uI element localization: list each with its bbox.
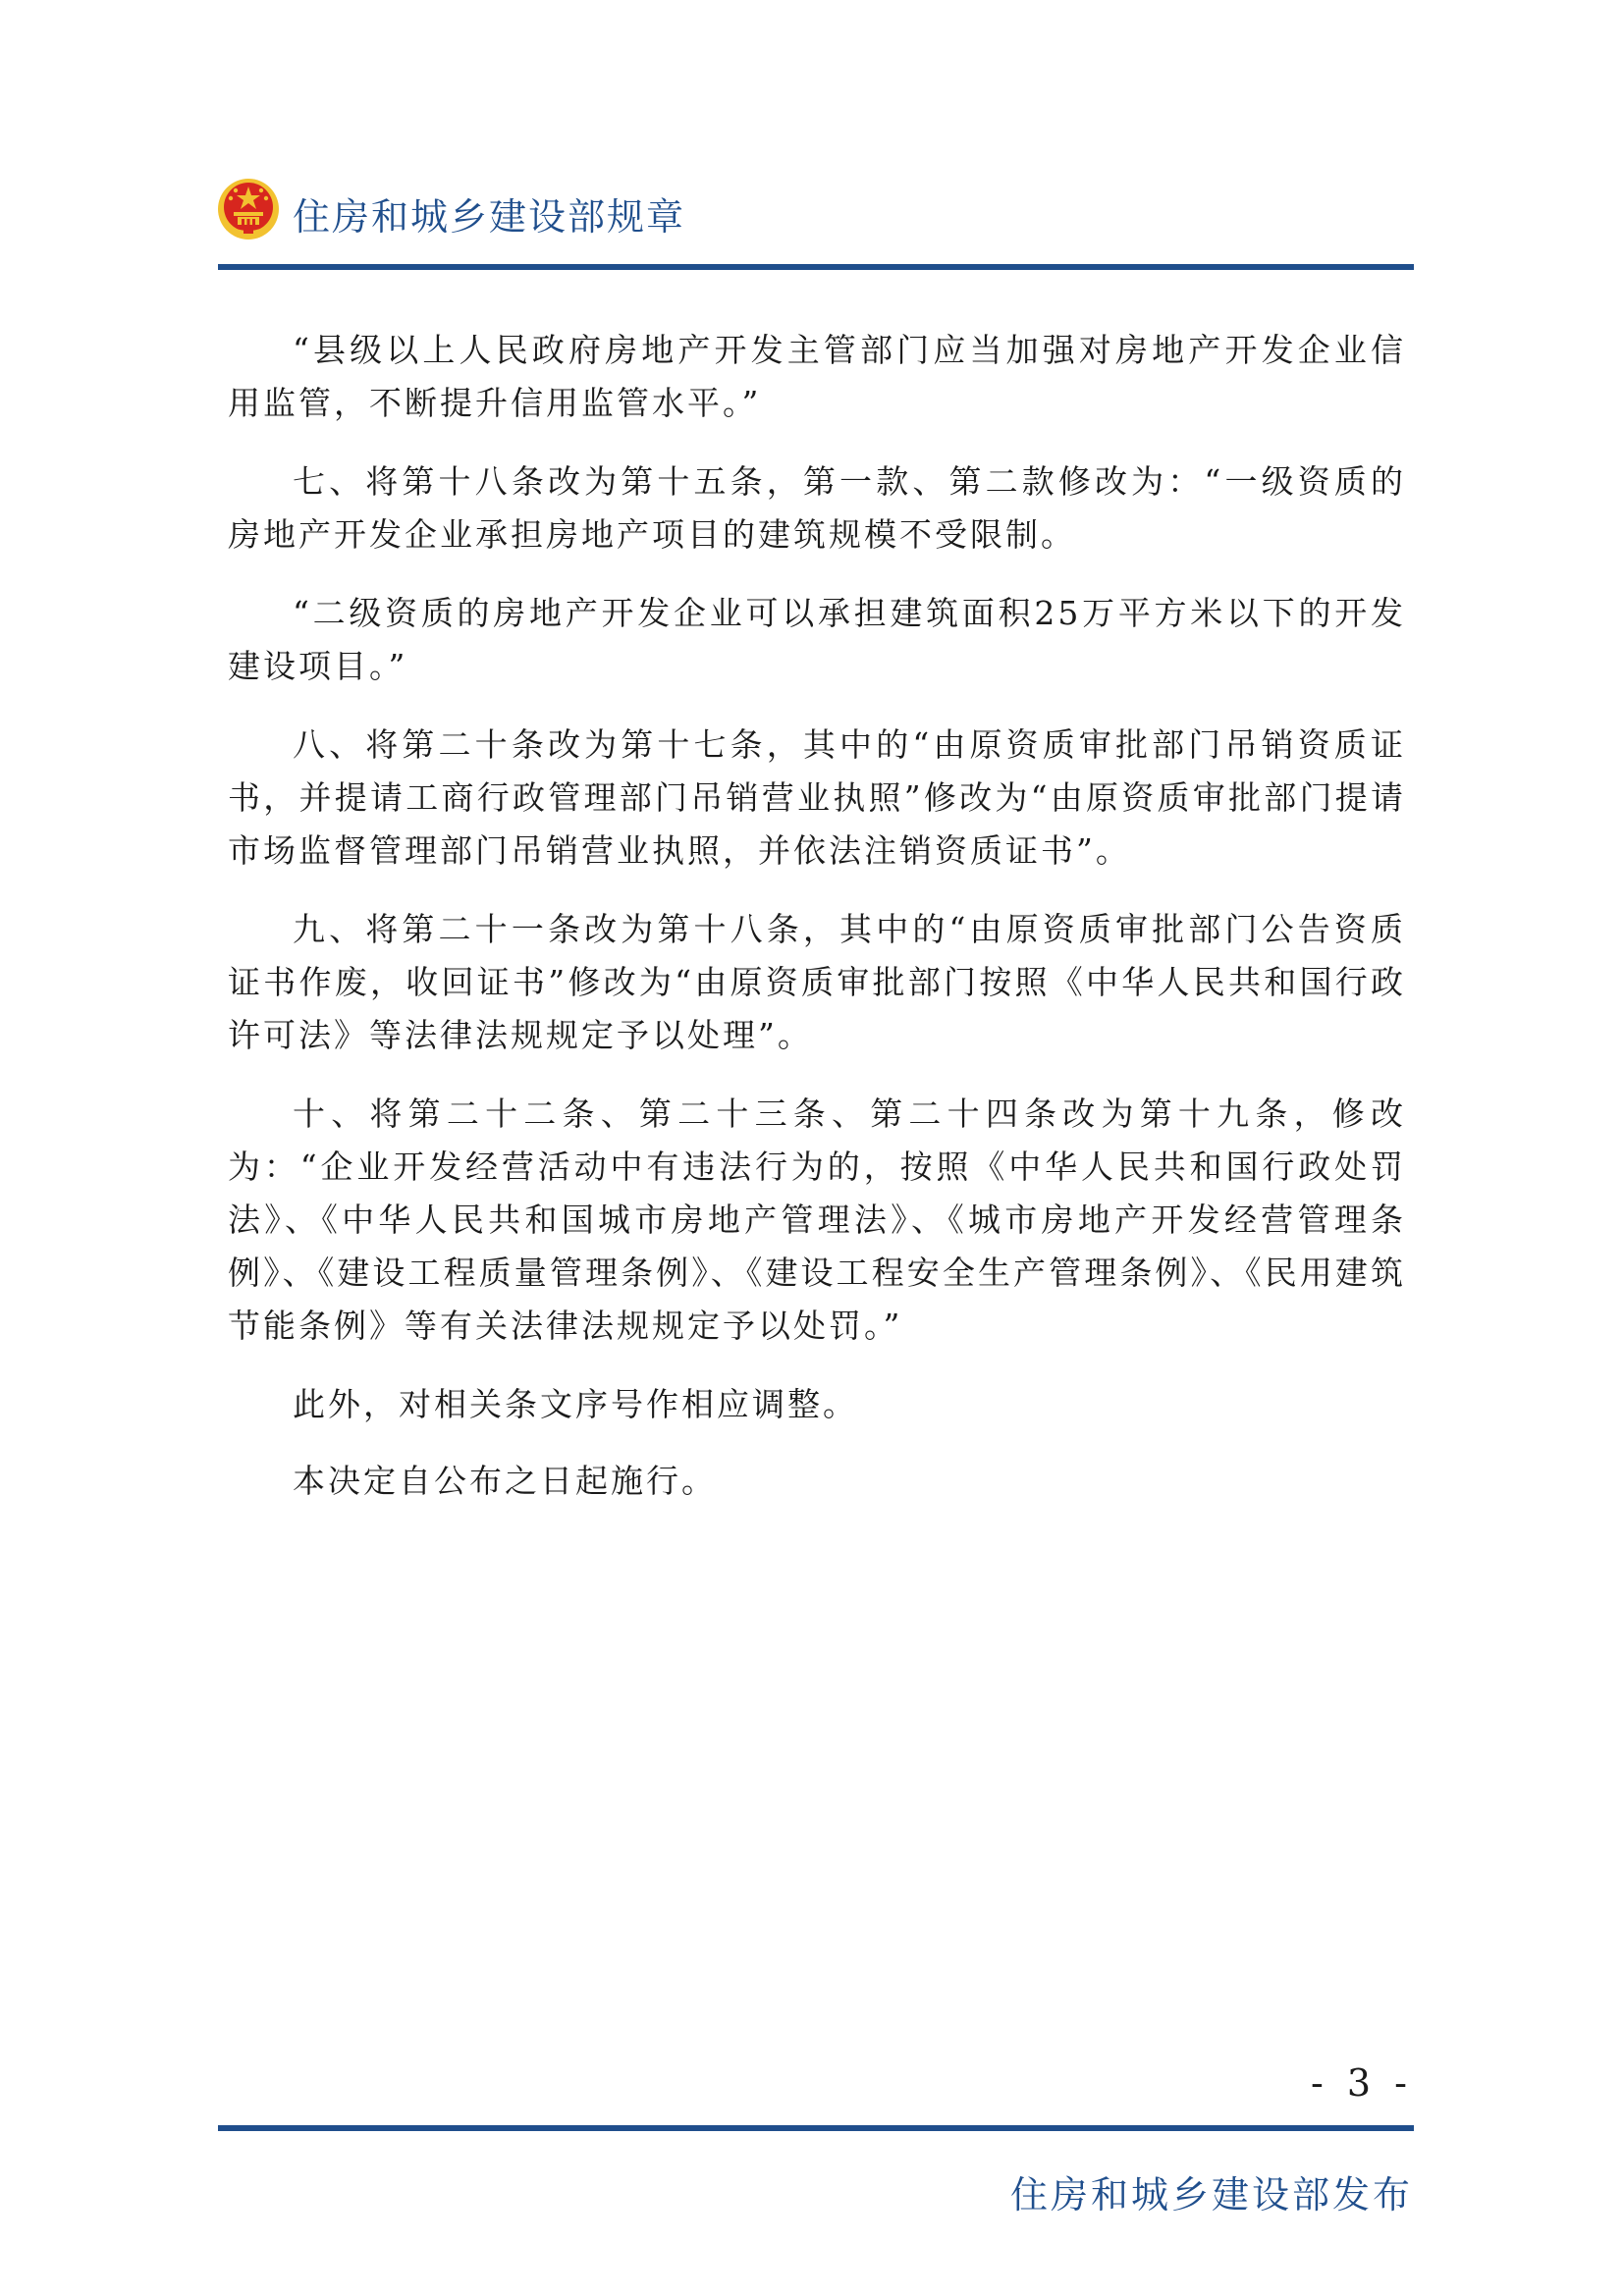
paragraph: 十、将第二十二条、第二十三条、第二十四条改为第十九条，修改为：“企业开发经营活动中有违法行为的，按照《中华人民共和国行政处罚法》、《中华人民共和国城市房地产管理法》、《城市房地产开发经营管理条例》、《建设工程质量管理条例》、《建设工程安全生产管理条例》、《民用建筑节能条例》等有关法律法规规定予以处罚。” (228, 1095, 1406, 1345)
paragraph: “二级资质的房地产开发企业可以承担建筑面积25万平方米以下的开发建设项目。” (228, 594, 1406, 685)
document-body (228, 324, 1406, 1531)
header-title: 住房和城乡建设部规章 (293, 195, 686, 239)
paragraph: “县级以上人民政府房地产开发主管部门应当加强对房地产开发企业信用监管，不断提升信用监管水平。” (228, 331, 1406, 422)
header-divider (218, 264, 1414, 270)
footer-divider (218, 2125, 1414, 2131)
paragraph: 九、将第二十一条改为第十八条，其中的“由原资质审批部门公告资质证书作废，收回证书”修改为“由原资质审批部门按照《中华人民共和国行政许可法》等法律法规规定予以处理”。 (228, 910, 1406, 1054)
paragraph: 八、将第二十条改为第十七条，其中的“由原资质审批部门吊销资质证书，并提请工商行政管理部门吊销营业执照”修改为“由原资质审批部门提请市场监督管理部门吊销营业执照，并依法注销资质证书”。 (228, 725, 1406, 870)
footer-publisher: 住房和城乡建设部发布 (1009, 2173, 1413, 2216)
paragraph: 七、将第十八条改为第十五条，第一款、第二款修改为：“一级资质的房地产开发企业承担房地产项目的建筑规模不受限制。 (228, 462, 1406, 554)
page-number: - 3 - (1310, 2061, 1413, 2105)
paragraph: 此外，对相关条文序号作相应调整。 (293, 1385, 858, 1423)
page-header (216, 177, 1414, 255)
paragraph: 本决定自公布之日起施行。 (293, 1462, 717, 1500)
national-emblem-icon (216, 177, 281, 241)
